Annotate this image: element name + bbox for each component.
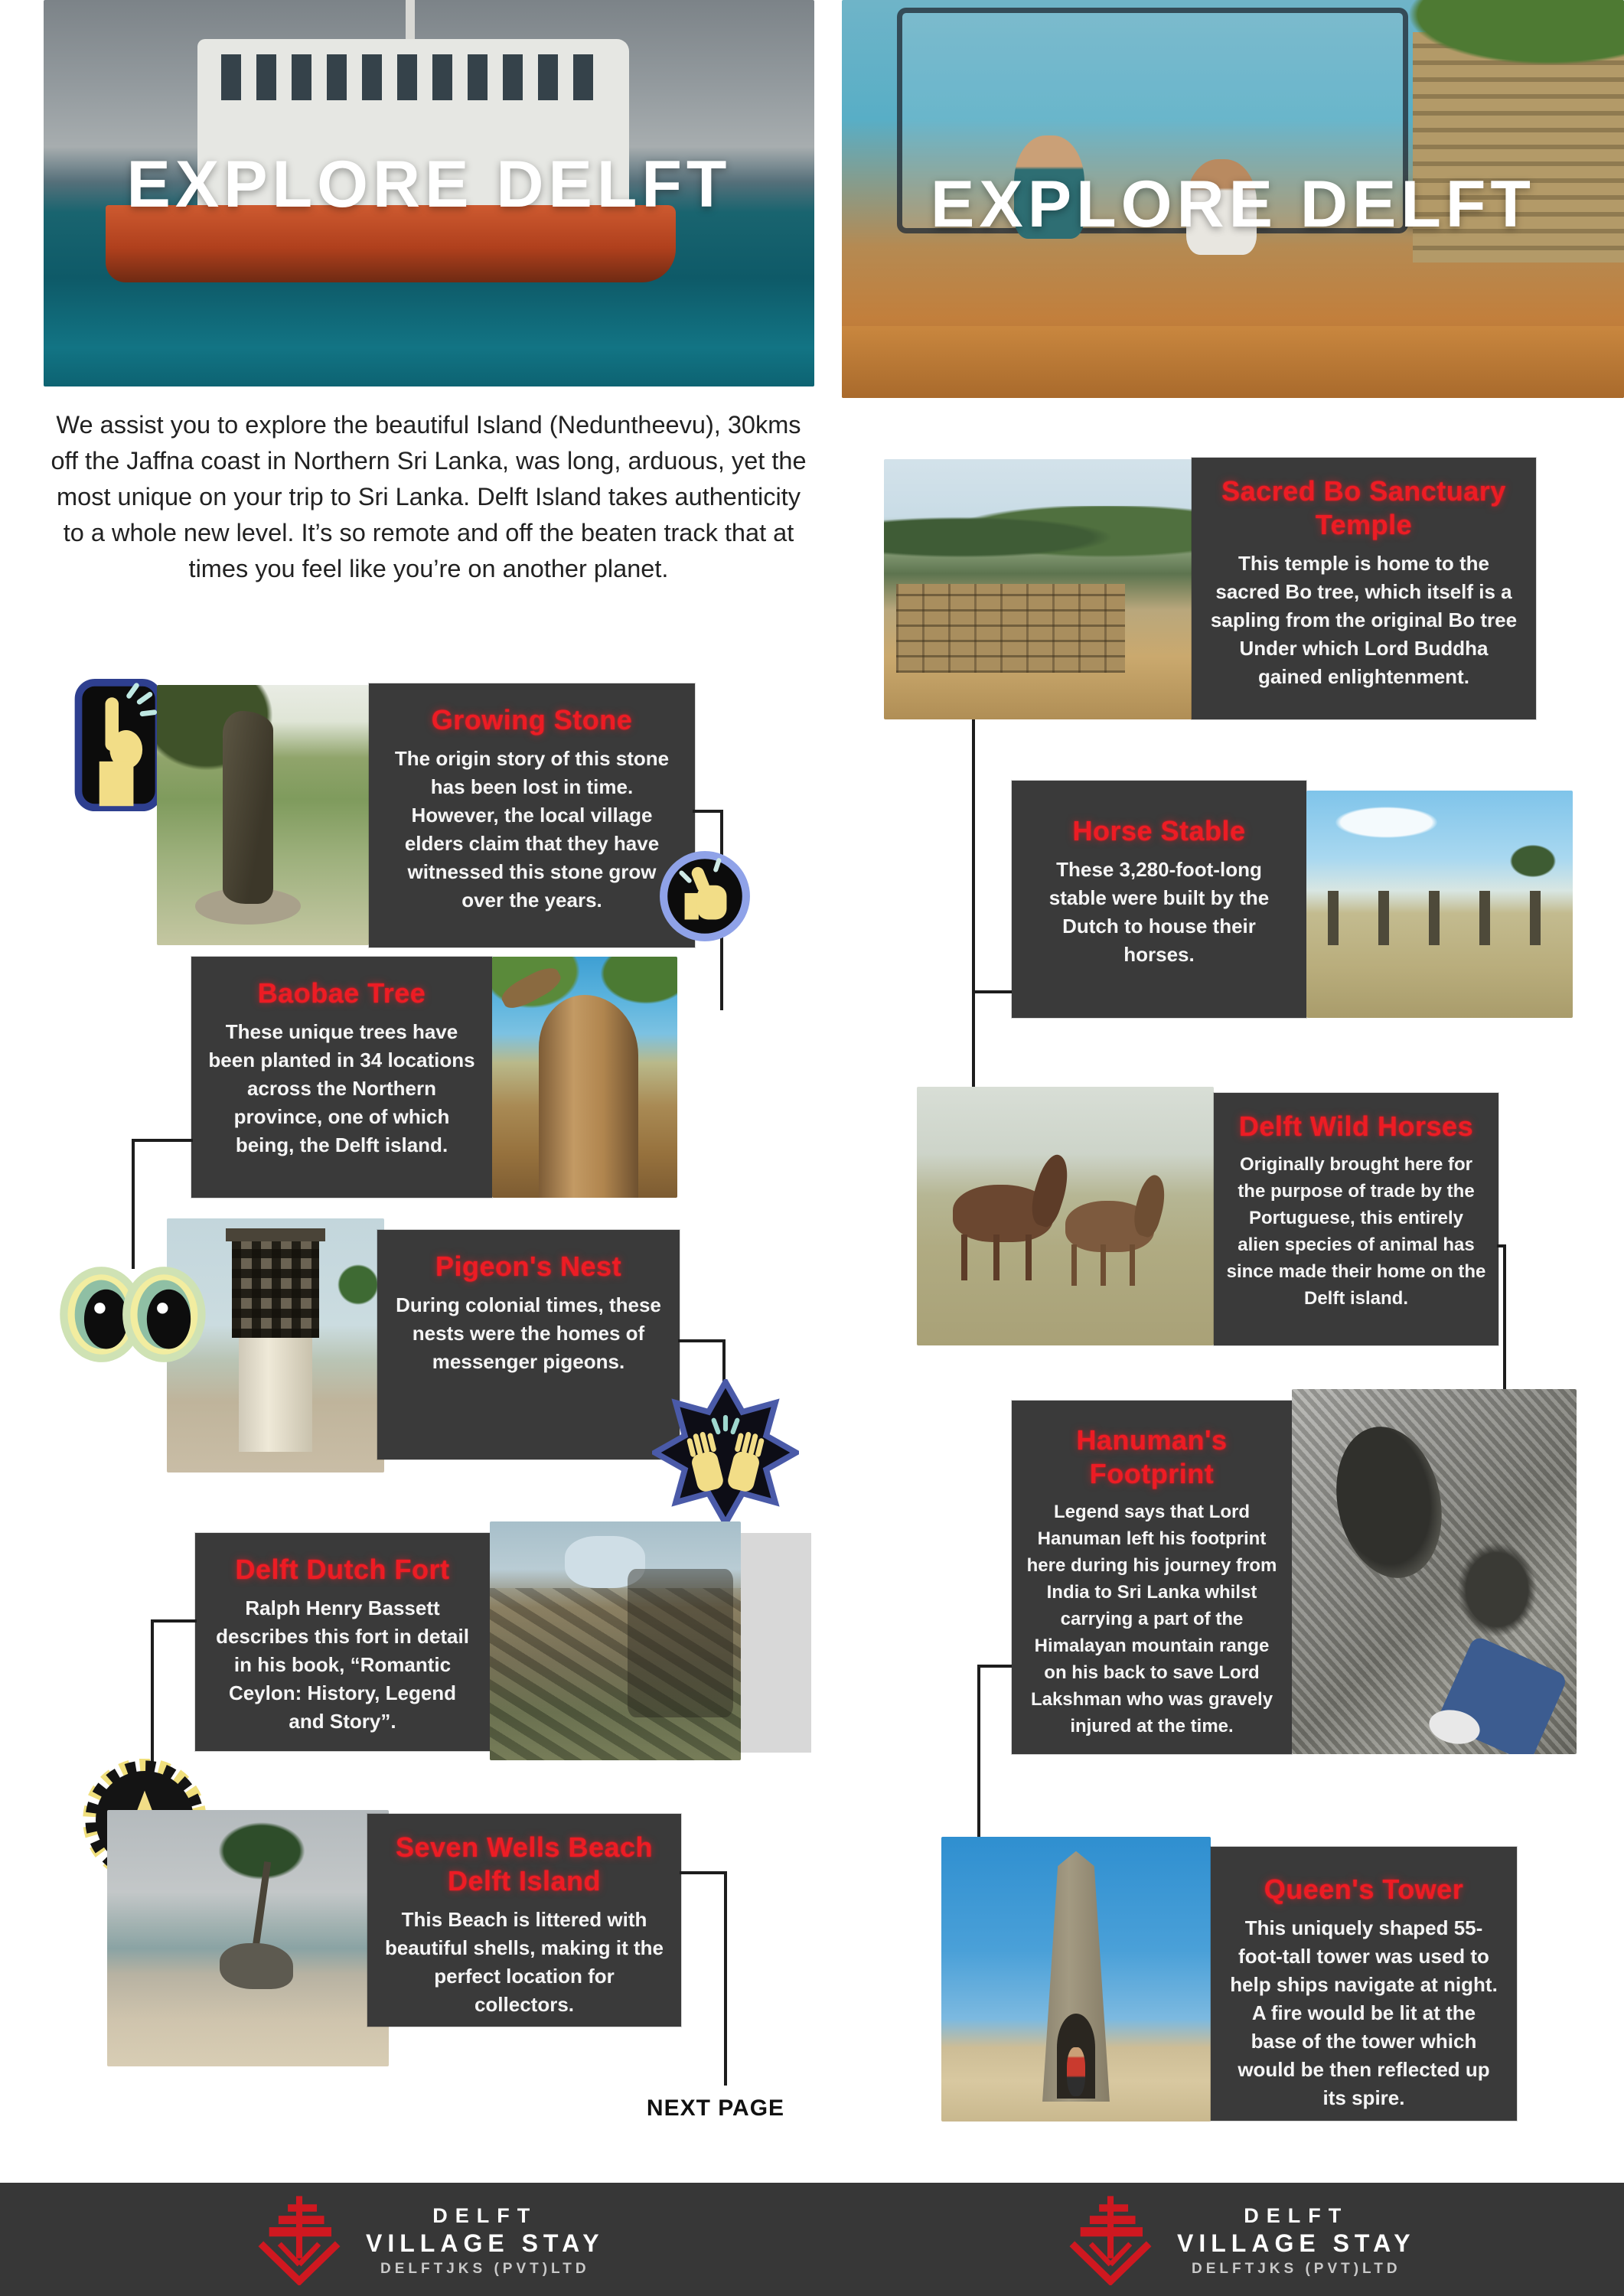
- gray-panel: [741, 1533, 811, 1753]
- page-title-left: EXPLORE DELFT: [126, 148, 732, 221]
- seven-wells-photo: [107, 1810, 389, 2066]
- palm-silhouette-shape: [1504, 840, 1563, 881]
- horse-stable-body: These 3,280-foot-long stable were built by the Dutch to house their horses.: [1048, 858, 1270, 966]
- hanuman-body: Legend says that Lord Hanuman left his footprint here during his journey from India to Sri Lanka whilst carrying a part of the Himalayan mountain range on his back to save Lord Lakshman who was gravely injured at the time.: [1026, 1502, 1277, 1737]
- header-photo-left-boat: [44, 0, 814, 386]
- horse-stable-card: [1012, 781, 1306, 1018]
- raised-hands-icon: [652, 1379, 799, 1526]
- dovecote-column-shape: [239, 1338, 313, 1452]
- connector-line: [977, 1665, 1012, 1668]
- wild-horses-title: Delft Wild Horses: [1238, 1110, 1474, 1142]
- baobab-trunk-shape: [539, 995, 639, 1198]
- palm-shape: [332, 1259, 384, 1309]
- rocks-shape: [220, 1943, 293, 1989]
- page-title-right: EXPLORE DELFT: [931, 168, 1535, 241]
- trees-shape: [1389, 0, 1624, 72]
- baobae-tree-body: These unique trees have been planted in 34 locations across the Northern province, one of which being, the Delft island.: [208, 1020, 475, 1156]
- wild-horses-photo: [917, 1087, 1214, 1345]
- horse-stable-title: Horse Stable: [1072, 815, 1246, 846]
- queens-tower-title: Queen's Tower: [1264, 1874, 1464, 1905]
- hanuman-title: Hanuman's Footprint: [1076, 1424, 1228, 1489]
- footer-brand-left: [253, 2192, 605, 2289]
- ship-logo-icon: [253, 2192, 346, 2289]
- dutch-fort-body: Ralph Henry Bassett describes this fort in detail in his book, “Romantic Ceylon: History, Legend and Story”.: [216, 1596, 469, 1733]
- growing-stone-photo: [157, 685, 369, 945]
- footer-bar: [0, 2183, 1624, 2296]
- connector-line: [1503, 1244, 1506, 1391]
- brand-line-1: DELFT: [432, 2203, 538, 2227]
- connector-line: [693, 810, 723, 813]
- header-photo-right-boat-tour: [842, 0, 1624, 398]
- horse-legs-shape: [1071, 1244, 1152, 1286]
- boat-deck-shape: [842, 326, 1624, 398]
- baobae-tree-photo: [492, 957, 677, 1198]
- sacred-bo-body: This temple is home to the sacred Bo tree, which itself is a sapling from the original Bo tree Under which Lord Buddha gained enlightenment.: [1210, 552, 1518, 688]
- queens-tower-photo: [941, 1837, 1211, 2122]
- connector-line: [724, 1871, 727, 2086]
- googly-eyes-icon: [57, 1264, 214, 1360]
- cloud-shape: [1328, 804, 1445, 841]
- dutch-fort-title: Delft Dutch Fort: [235, 1554, 450, 1585]
- stone-pillar-shape: [223, 711, 273, 904]
- hanuman-footprint-photo: [1292, 1389, 1577, 1754]
- connector-line: [972, 990, 1012, 993]
- ship-logo-icon: [1064, 2192, 1157, 2289]
- seven-wells-title: Seven Wells Beach Delft Island: [396, 1831, 653, 1896]
- footer-brand-right: [1064, 2192, 1416, 2289]
- pigeons-nest-card: [377, 1230, 680, 1459]
- horse-legs-shape: [961, 1234, 1050, 1281]
- baobae-tree-title: Baobae Tree: [257, 977, 426, 1009]
- connector-line: [977, 1665, 980, 1839]
- footer-brand-text: [1177, 2204, 1416, 2278]
- ruins-wall-shape: [896, 584, 1125, 673]
- horse-stable-photo: [1306, 791, 1573, 1018]
- connector-line: [132, 1139, 135, 1269]
- brand-line-3: DELFTJKS (PVT)LTD: [1192, 2260, 1401, 2277]
- dovecote-cap-shape: [226, 1228, 326, 1241]
- brand-line-2: VILLAGE STAY: [1177, 2229, 1416, 2257]
- wild-horses-card: [1214, 1093, 1498, 1345]
- hanuman-card: [1012, 1401, 1292, 1754]
- sacred-bo-card: [1192, 458, 1536, 719]
- dutch-fort-photo: [490, 1521, 741, 1760]
- snapping-fingers-icon: [73, 678, 164, 812]
- pigeons-nest-title: Pigeon's Nest: [435, 1251, 622, 1282]
- brand-line-3: DELFTJKS (PVT)LTD: [380, 2260, 590, 2277]
- queens-tower-card: [1211, 1847, 1517, 2121]
- connector-line: [132, 1139, 193, 1142]
- growing-stone-body: The origin story of this stone has been lost in time. However, the local village elders claim that they have witnessed this stone grow over the years.: [394, 747, 670, 912]
- seven-wells-body: This Beach is littered with beautiful shells, making it the perfect location for collectors.: [384, 1908, 664, 2016]
- person-shape: [1067, 2047, 1086, 2095]
- thumbs-up-icon: [658, 850, 752, 943]
- brand-line-2: VILLAGE STAY: [366, 2229, 605, 2257]
- sacred-bo-title: Sacred Bo Sanctuary Temple: [1221, 475, 1506, 540]
- queens-tower-body: This uniquely shaped 55-foot-tall tower was used to help ships navigate at night. A fire would be lit at the base of the tower which would be then reflected up its spire.: [1230, 1916, 1498, 2109]
- boat-windows-shape: [221, 54, 607, 101]
- pigeons-nest-body: During colonial times, these nests were the homes of messenger pigeons.: [396, 1293, 661, 1373]
- dovecote-holes-shape: [232, 1241, 319, 1338]
- next-page-label[interactable]: NEXT PAGE: [646, 2095, 785, 2121]
- growing-stone-card: [369, 683, 695, 947]
- connector-line: [680, 1871, 727, 1874]
- connector-line: [678, 1339, 724, 1342]
- connector-line: [151, 1619, 197, 1623]
- footer-brand-text: [366, 2204, 605, 2278]
- baobae-tree-card: [191, 957, 492, 1198]
- wall-shadow-shape: [628, 1569, 733, 1717]
- rock-depression-shape: [1457, 1542, 1537, 1637]
- sacred-bo-photo: [884, 459, 1193, 719]
- tree-line-shape: [884, 506, 1193, 569]
- brand-line-1: DELFT: [1244, 2203, 1349, 2227]
- growing-stone-title: Growing Stone: [431, 704, 633, 735]
- wild-horses-body: Originally brought here for the purpose of trade by the Portuguese, this entirely alien species of animal has since made their home on the Delft island.: [1226, 1154, 1486, 1309]
- dutch-fort-card: [195, 1533, 490, 1751]
- intro-paragraph: We assist you to explore the beautiful Island (Neduntheevu), 30kms off the Jaffna coast in Northern Sri Lanka, was long, arduous, yet the most unique on your trip to Sri Lanka. Delft Island takes authenticity to a whole new level. It’s so remote and off the beaten track that at times you feel like you’re on another planet.: [51, 411, 807, 582]
- stable-pillars-shape: [1328, 891, 1551, 945]
- seven-wells-card: [367, 1814, 681, 2027]
- connector-line: [972, 719, 975, 1087]
